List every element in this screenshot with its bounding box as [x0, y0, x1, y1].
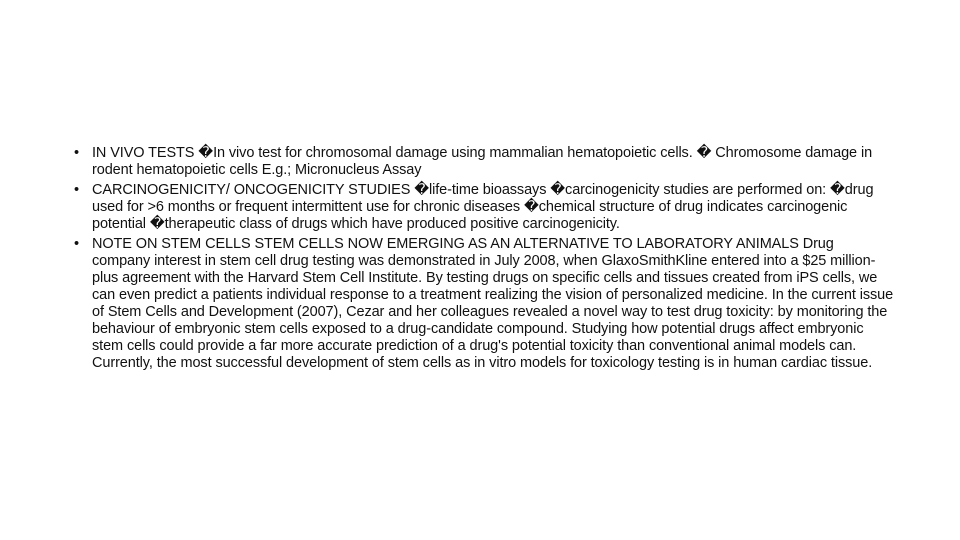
- bullet-item-stem-cells: [74, 236, 894, 372]
- bullet-icon: •: [74, 236, 79, 252]
- bullet-text: NOTE ON STEM CELLS STEM CELLS NOW EMERGING AS AN ALTERNATIVE TO LABORATORY ANIMALS Drug company interest in stem cell drug testing was demonstrated in July 2008, when GlaxoSmithKline entered into a $25 million-plus agreement with the Harvard Stem Cell Institute. By testing drugs on specific cells and tissues created from iPS cells, we can even predict a patients individual response to a treatment realizing the vision of personalized medicine. In the current issue of Stem Cells and Development (2007), Cezar and her colleagues revealed a novel way to test drug toxicity: by monitoring the behaviour of embryonic stem cells exposed to a drug-candidate compound. Studying how potential drugs affect embryonic stem cells could provide a far more accurate prediction of a drug's potential toxicity than conventional animal models can. Currently, the most successful development of stem cells as in vitro models for toxicology testing is in human cardiac tissue.: [92, 236, 894, 371]
- bullet-icon: •: [74, 145, 79, 161]
- bullet-text: CARCINOGENICITY/ ONCOGENICITY STUDIES �life-time bioassays �carcinogenicity studies are performed on: �drug used for >6 months or frequent intermittent use for chronic diseases �chemical structure of drug indicates carcinogenic potential �therapeutic class of drugs which have produced positive carcinogenicity.: [92, 182, 874, 232]
- bullet-list: [74, 145, 894, 372]
- bullet-item-carcinogenicity: [74, 182, 894, 233]
- slide-body: [74, 145, 894, 375]
- bullet-icon: •: [74, 182, 79, 198]
- bullet-item-in-vivo-tests: [74, 145, 894, 179]
- bullet-text: IN VIVO TESTS �In vivo test for chromosomal damage using mammalian hematopoietic cells. � Chromosome damage in rodent hematopoietic cells E.g.; Micronucleus Assay: [92, 145, 873, 178]
